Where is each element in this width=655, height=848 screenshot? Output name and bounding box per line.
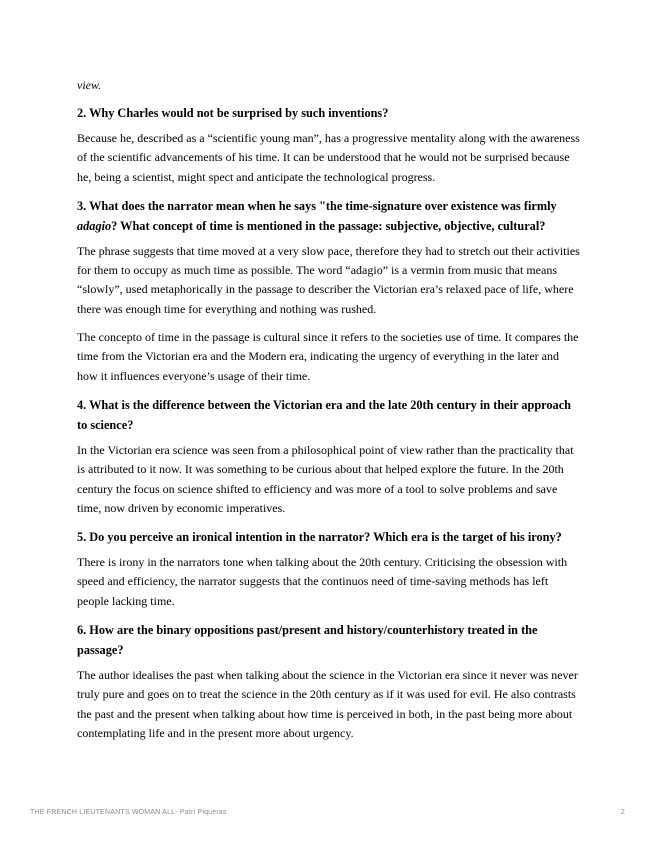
question-heading-2: 2. Why Charles would not be surprised by such inventions? <box>77 106 389 120</box>
footer-title: THE FRENCH LIEUTENANTS WOMAN ALL- Patri Piqueras <box>30 809 227 816</box>
lead-fragment: view. <box>77 78 102 92</box>
question-heading-6: 6. How are the binary oppositions past/present and history/counterhistory treated in the passage? <box>77 623 538 658</box>
answer-paragraph: The phrase suggests that time moved at a very slow pace, therefore they had to stretch out their activities for them to occupy as much time as possible. The word “adagio” is a vermin from music that means “slowly”, used metaphorically in the passage to describer the Victorian era’s relaxed pace of life, where there was enough time for everything and nothing was rushed. <box>77 243 580 316</box>
question-heading-4: 4. What is the difference between the Victorian era and the late 20th century in their approach to science? <box>77 397 571 432</box>
question-heading-5: 5. Do you perceive an ironical intention in the narrator? Which era is the target of his irony? <box>77 530 562 545</box>
italic-term: adagio <box>77 218 112 233</box>
answer-paragraph: In the Victorian era science was seen from a philosophical point of view rather than the practicality that is attributed to it now. It was something to be curious about that helped explore the future. In the 20th century the focus on science shifted to efficiency and was more of a tool to solve problems and save time, now driven by economic imperatives. <box>77 442 574 515</box>
answer-paragraph: There is irony in the narrators tone when talking about the 20th century. Criticising the obsession with speed and efficiency, the narrator suggests that the continuos need of time-saving methods has left people lacking time. <box>77 555 568 608</box>
question-heading-3: 3. What does the narrator mean when he says "the time-signature over existence was firmly adagio? What concept of time is mentioned in the passage: subjective, objective, cultural? <box>77 198 557 233</box>
answer-paragraph: Because he, described as a “scientific young man”, has a progressive mentality along with the awareness of the scientific advancements of his time. It can be understood that he would not be surprised because he, being a scientist, might spect and anticipate the technological progress. <box>77 131 580 184</box>
page-number: 2 <box>620 809 625 816</box>
answer-paragraph: The author idealises the past when talking about the science in the Victorian era since it never was never truly pure and goes on to treat the science in the 20th century as if it was used for evil. He also contrasts the past and the present when talking about how time is perceived in both, in the past being more about contemplating life and in the present more about urgency. <box>77 668 578 740</box>
document-body <box>77 76 582 752</box>
answer-paragraph: The concepto of time in the passage is cultural since it refers to the societies use of time. It compares the time from the Victorian era and the Modern era, indicating the urgency of everything in the later and how it influences everyone’s usage of their time. <box>77 330 579 383</box>
